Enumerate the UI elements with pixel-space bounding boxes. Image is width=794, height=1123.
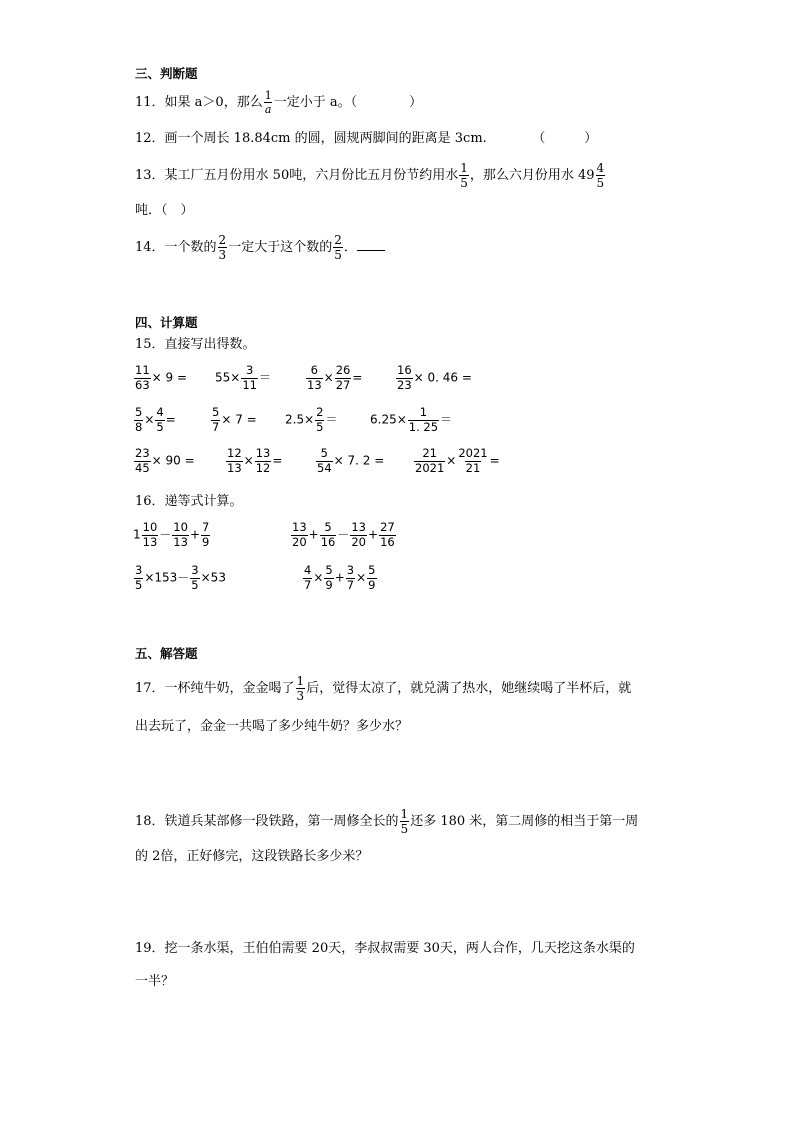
calc-item: $\frac{21}{2021}$ × $\frac{2021}{21}$ =: [415, 446, 500, 475]
calc-item: $\frac{11}{63}$ × 9 =: [135, 363, 188, 392]
question-14: 14．一个数的 $\frac{2}{3}$ 一定大于这个数的 $\frac{2}{5}$ ．: [135, 234, 385, 261]
question-13: 13．某工厂五月份用水 50吨，六月份比五月份节约用水 $\frac{1}{5}$ ，那么六月份用水 49 $\frac{4}{5}$: [135, 161, 605, 190]
question-12: 12．画一个周长 18.84cm 的圆，圆规两脚间的距离是 3cm. （ ）: [135, 131, 598, 146]
section-5-heading: 五、解答题: [135, 646, 198, 661]
expression: 1 $\frac{10}{13}$ － $\frac{10}{13}$ + $\frac{7}{9}$: [133, 520, 210, 549]
question-16-title: 16．递等式计算。: [135, 494, 243, 509]
calc-item: $\frac{23}{45}$ × 90 =: [135, 446, 195, 475]
calc-item: $\frac{5}{7}$ × 7 =: [212, 405, 257, 434]
question-19: 19．挖一条水渠，王伯伯需要 20天，李叔叔需要 30天，两人合作，几天挖这条水渠的: [135, 941, 635, 956]
fraction: $\frac{1}{5}$: [400, 807, 409, 836]
question-15-title: 15．直接写出得数。: [135, 337, 256, 352]
calc-item: 6.25× $\frac{1}{1. 25}$ ＝: [370, 405, 453, 434]
question-18-line2: 的 2倍，正好修完，这段铁路长多少米？: [135, 849, 369, 864]
question-11: 11．如果 a＞0，那么 $\frac{1}{a}$ 一定小于 a。（ ）: [135, 89, 423, 116]
fraction: $\frac{1}{a}$: [264, 89, 272, 116]
question-17: 17．一杯纯牛奶，金金喝了 $\frac{1}{3}$ 后，觉得太凉了，就兑满了热水，她继续喝了半杯后，就: [135, 674, 632, 703]
fraction: $\frac{2}{5}$: [334, 233, 342, 262]
expression: $\frac{3}{5}$ ×153－ $\frac{3}{5}$ ×53: [135, 563, 226, 592]
expression: $\frac{4}{7}$ × $\frac{5}{9}$ + $\frac{3}{7}$ × $\frac{5}{9}$: [304, 563, 376, 592]
calc-item: $\frac{5}{8}$ × $\frac{4}{5}$ =: [135, 405, 176, 434]
section-3-heading: 三、判断题: [135, 66, 198, 81]
calc-item: $\frac{16}{23}$ × 0. 46 =: [397, 363, 472, 392]
answer-blank[interactable]: [357, 238, 385, 251]
fraction: $\frac{2}{3}$: [218, 233, 227, 262]
calc-item: 2.5× $\frac{2}{5}$ ＝: [285, 405, 338, 434]
calc-item: $\frac{6}{13}$ × $\frac{26}{27}$ =: [307, 363, 363, 392]
calc-item: $\frac{12}{13}$ × $\frac{13}{12}$ =: [227, 446, 283, 475]
fraction: $\frac{1}{3}$: [296, 674, 305, 703]
calc-item: $\frac{5}{54}$ × 7. 2 =: [317, 446, 385, 475]
question-18: 18．铁道兵某部修一段铁路，第一周修全长的 $\frac{1}{5}$ 还多 180 米，第二周修的相当于第一周: [135, 807, 639, 836]
expression: $\frac{13}{20}$ + $\frac{5}{16}$ － $\frac{13}{20}$ + $\frac{27}{16}$: [292, 520, 395, 549]
question-13-line2: 吨．（ ）: [135, 203, 194, 218]
fraction: $\frac{1}{5}$: [460, 161, 468, 190]
section-4-heading: 四、计算题: [135, 315, 198, 330]
question-17-line2: 出去玩了，金金一共喝了多少纯牛奶？多少水？: [135, 719, 409, 734]
question-19-line2: 一半？: [135, 974, 175, 989]
fraction: $\frac{4}{5}$: [596, 161, 605, 190]
calc-item: 55× $\frac{3}{11}$ ＝: [215, 363, 271, 392]
